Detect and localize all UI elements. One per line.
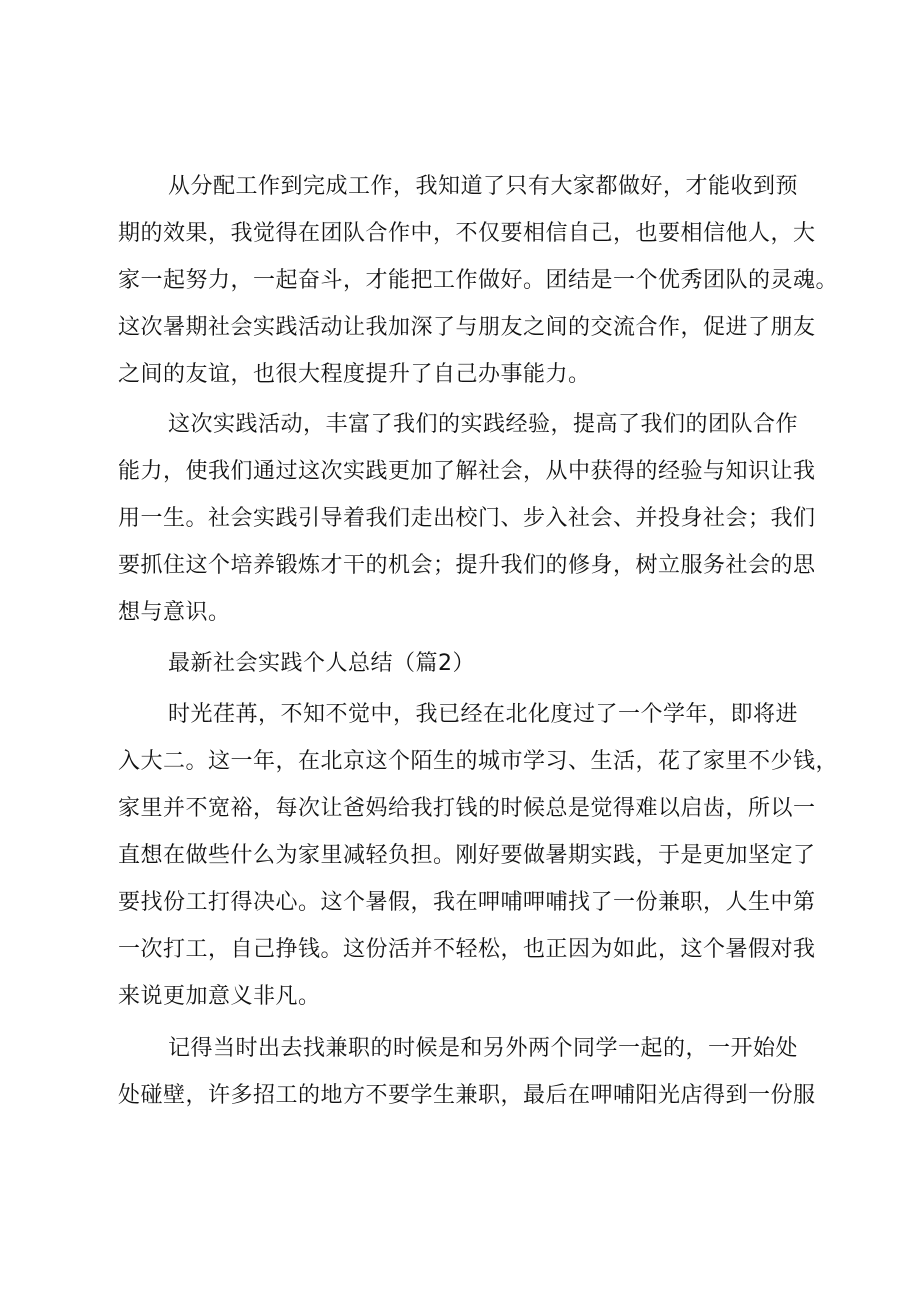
paragraph-1-line-4: 这次暑期社会实践活动让我加深了与朋友之间的交流合作，促进了朋友: [118, 315, 816, 340]
paragraph-2-line-2: 能力，使我们通过这次实践更加了解社会，从中获得的经验与知识让我: [118, 459, 816, 484]
paragraph-2-line-3: 用一生。社会实践引导着我们走出校门、步入社会、并投身社会；我们: [118, 506, 816, 531]
paragraph-4-line-1: 记得当时出去找兼职的时候是和另外两个同学一起的，一开始处: [168, 1036, 799, 1061]
paragraph-1-line-2: 期的效果，我觉得在团队合作中，不仅要相信自己，也要相信他人，大: [118, 221, 816, 246]
paragraph-1-line-3: 家一起努力，一起奋斗，才能把工作做好。团结是一个优秀团队的灵魂。: [118, 268, 839, 293]
paragraph-3-line-5: 要找份工打得决心。这个暑假，我在呷哺呷哺找了一份兼职，人生中第: [118, 890, 816, 915]
paragraph-3-line-6: 一次打工，自己挣钱。这份活并不轻松，也正因为如此，这个暑假对我: [118, 937, 816, 962]
paragraph-4-line-2: 处碰壁，许多招工的地方不要学生兼职，最后在呷哺阳光店得到一份服: [118, 1083, 816, 1108]
paragraph-3-line-1: 时光荏苒，不知不觉中，我已经在北化度过了一个学年，即将进: [168, 702, 799, 727]
paragraph-3-line-2: 入大二。这一年，在北京这个陌生的城市学习、生活，花了家里不少钱，: [118, 749, 839, 774]
paragraph-3-line-4: 直想在做些什么为家里减轻负担。刚好要做暑期实践，于是更加坚定了: [118, 843, 816, 868]
paragraph-1-line-5: 之间的友谊，也很大程度提升了自己办事能力。: [118, 362, 591, 387]
paragraph-2-line-1: 这次实践活动，丰富了我们的实践经验，提高了我们的团队合作: [168, 412, 799, 437]
section-heading: 最新社会实践个人总结（篇2）: [168, 651, 475, 676]
paragraph-1-line-1: 从分配工作到完成工作，我知道了只有大家都做好，才能收到预: [168, 174, 799, 199]
paragraph-3-line-7: 来说更加意义非凡。: [118, 984, 321, 1009]
paragraph-2-line-4: 要抓住这个培养锻炼才干的机会；提升我们的修身，树立服务社会的思: [118, 553, 816, 578]
paragraph-2-line-5: 想与意识。: [118, 600, 231, 625]
paragraph-3-line-3: 家里并不宽裕，每次让爸妈给我打钱的时候总是觉得难以启齿，所以一: [118, 796, 816, 821]
